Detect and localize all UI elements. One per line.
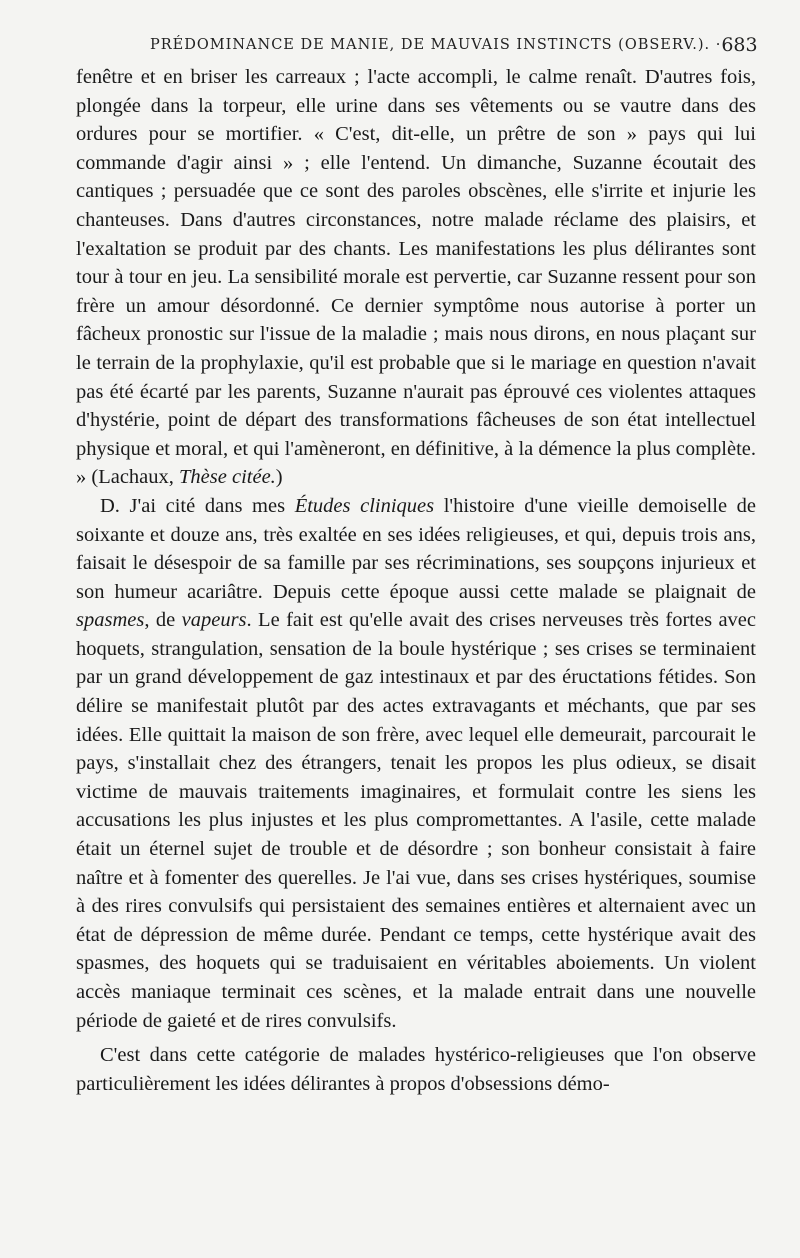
paragraph-3-text: C'est dans cette catégorie de malades hystérico-religieuses que l'on observe particulièrement les idées délirantes à propos d'obsessions démo- (76, 1044, 756, 1095)
paragraph-2-text-b: l'histoire d'une vieille demoiselle de soixante et douze ans, très exaltée en ses idées religieuses, et qui, depuis trois ans, faisait le désespoir de sa famille par ses récriminations, ses soupçons injurieux et son humeur acariâtre. Depuis cette époque aussi cette malade se plaignait de (76, 494, 757, 603)
page-body (76, 63, 756, 1098)
page-header (150, 30, 758, 60)
paragraph-3 (76, 1041, 756, 1098)
term-vapeurs: vapeurs (181, 609, 247, 632)
paragraph-2 (76, 492, 756, 1035)
page-number: 683 (721, 34, 758, 56)
term-spasmes: spasmes (76, 609, 145, 632)
case-letter: D. (100, 494, 120, 517)
running-title: PRÉDOMINANCE DE MANIE, DE MAUVAIS INSTINCTS (OBSERV.). (150, 37, 711, 53)
paragraph-2-text-d: . Le fait est qu'elle avait des crises nerveuses très fortes avec hoquets, strangulation, sensation de la boule hystérique ; ses crises se terminaient par un grand développement de gaz intestinaux et par des éructations fétides. Son délire se manifestait plutôt par des actes extravagants et méchants, que par ses idées. Elle quittait la maison de son frère, avec lequel elle demeurait, parcourait le pays, s'installait chez des étrangers, tenait les propos les plus odieux, se disait victime de mauvais traitements imaginaires, et formulait contre les siens les accusations les plus injustes et les plus compromettantes. A l'asile, cette malade était un éternel sujet de trouble et de désordre ; son bonheur consistait à faire naître et à fomenter des querelles. Je l'ai vue, dans ses crises hystériques, soumise à des rires convulsifs qui persistaient des semaines entières et alternaient avec un état de dépression de même durée. Pendant ce temps, cette hystérique avait des spasmes, des hoquets qui se traduisaient en véritables aboiements. Un violent accès maniaque terminait ces scènes, et la malade entrait dans une nouvelle période de gaieté et de rires convulsifs. (76, 609, 757, 1032)
paragraph-1 (76, 63, 756, 492)
paragraph-2-text-c: , de (144, 609, 182, 632)
paragraph-2-text-a: J'ai cité dans mes (119, 494, 295, 517)
paragraph-1-text: fenêtre et en briser les carreaux ; l'acte accompli, le calme renaît. D'autres fois, plongée dans la torpeur, elle urine dans ses vêtements ou se vautre dans des ordures pour se mortifier. « C'est, dit-elle, un prêtre de son » pays qui lui commande d'agir ainsi » ; elle l'entend. Un dimanche, Suzanne écoutait des cantiques ; persuadée que ce sont des paroles obscènes, elle s'irrite et injurie les chanteuses. Dans d'autres circonstances, notre malade réclame des plaisirs, et l'exaltation se produit par des chants. Les manifestations les plus délirantes sont tour à tour en jeu. La sensibilité morale est pervertie, car Suzanne ressent pour son frère un amour désordonné. Ce dernier symptôme nous autorise à porter un fâcheux pronostic sur l'issue de la maladie ; mais nous dirons, en nous plaçant sur le terrain de la prophylaxie, qu'il est probable que si le mariage en question n'avait pas été écarté par les parents, Suzanne n'aurait pas éprouvé ces violentes attaques d'hystérie, point de départ des transformations fâcheuses de son état intellectuel physique et moral, et qui l'amèneront, en définitive, à la démence la plus complète. » (Lachaux, (76, 66, 756, 489)
citation-closing: ) (275, 466, 283, 489)
header-separator: · (715, 37, 722, 53)
book-title-italic: Études cliniques (294, 494, 435, 517)
citation-italic: Thèse citée. (179, 466, 276, 489)
